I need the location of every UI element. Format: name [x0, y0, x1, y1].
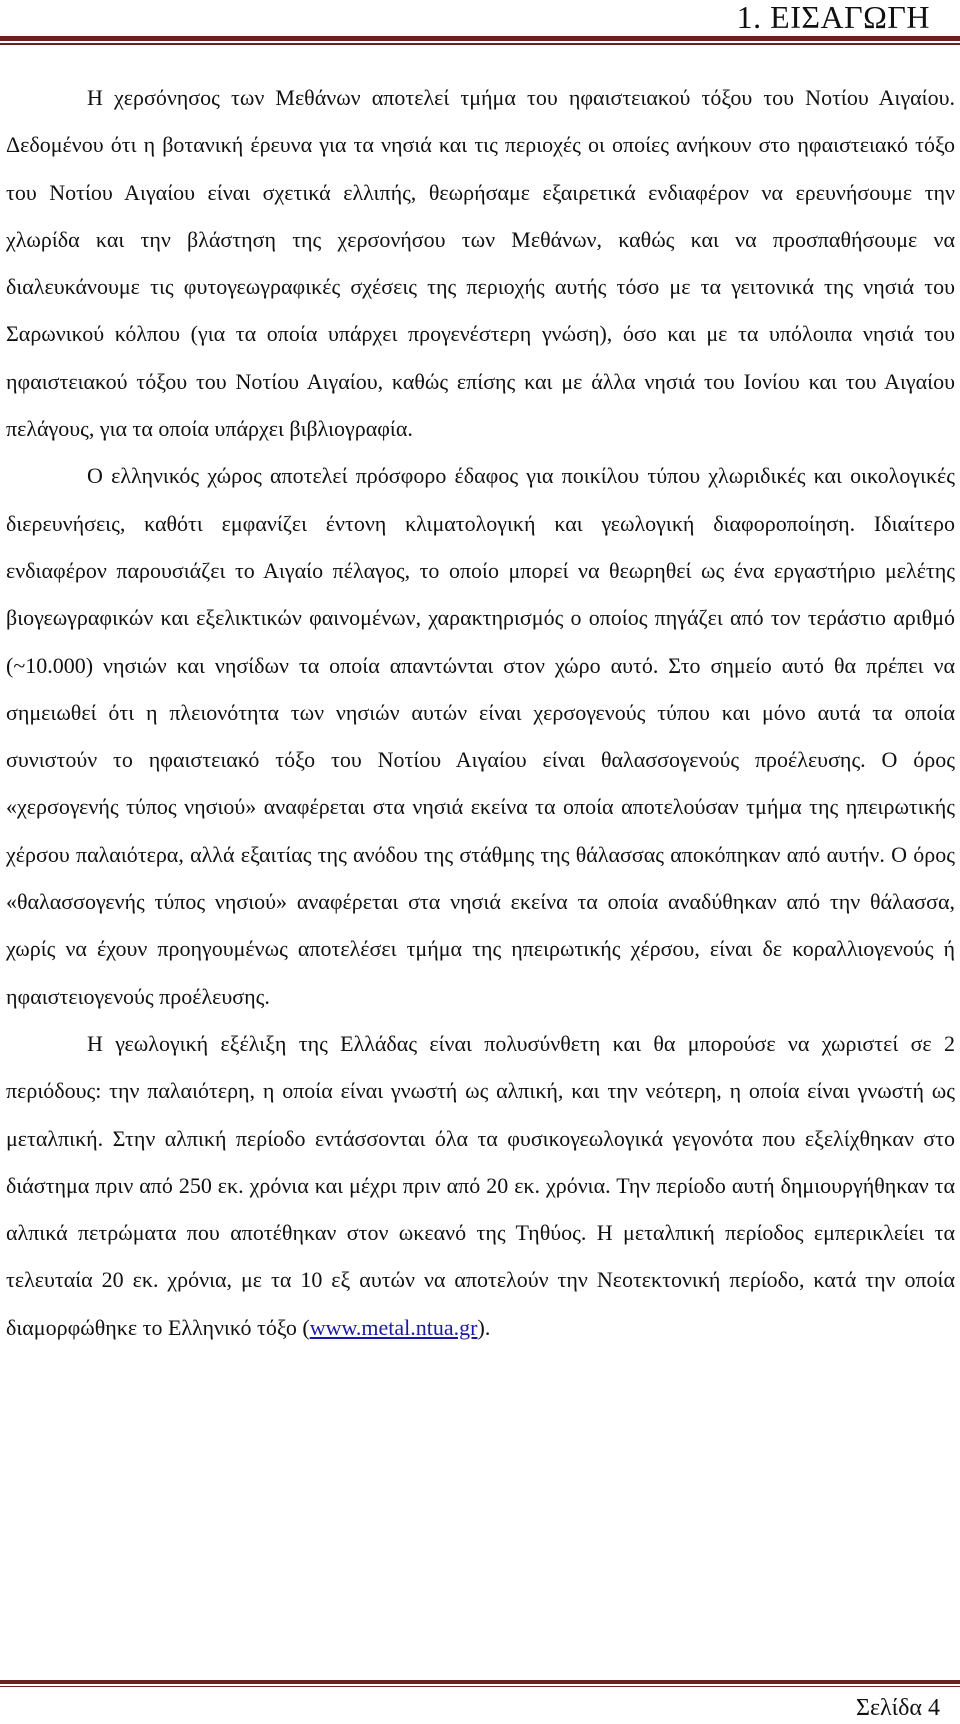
section-heading: 1. ΕΙΣΑΓΩΓΗ: [736, 0, 930, 35]
paragraph-2: Ο ελληνικός χώρος αποτελεί πρόσφορο έδαφος για ποικίλου τύπου χλωριδικές και οικολογικές διερευνήσεις, καθότι εμφανίζει έντονη κλιματολογική και γεωλογική διαφοροποίηση. Ιδιαίτερο ενδιαφέρον παρουσιάζει το Αιγαίο πέλαγος, το οποίο μπορεί να θεωρηθεί ως ένα εργαστήριο μελέτης βιογεωγραφικών και εξελικτικών φαινομένων, χαρακτηρισμός ο οποίος πηγάζει από τον τεράστιο αριθμό (~10.000) νησιών και νησίδων τα οποία απαντώνται στον χώρο αυτό. Στο σημείο αυτό θα πρέπει να σημειωθεί ότι η πλειονότητα των νησιών αυτών είναι χερσογενούς τύπου και μόνο αυτά τα οποία συνιστούν το ηφαιστειακό τόξο του Νοτίου Αιγαίου είναι θαλασσογενούς προέλευσης. Ο όρος «χερσογενής τύπος νησιού» αναφέρεται στα νησιά εκείνα τα οποία αποτελούσαν τμήμα της ηπειρωτικής χέρσου παλαιότερα, αλλά εξαιτίας της ανόδου της στάθμης της θάλασσας αποκόπηκαν από αυτήν. Ο όρος «θαλασσογενής τύπος νησιού» αναφέρεται στα νησιά εκείνα τα οποία αναδύθηκαν από την θάλασσα, χωρίς να έχουν προηγουμένως αποτελέσει τμήμα της ηπειρωτικής χέρσου, είναι δε κοραλλιογενούς ή ηφαιστειογενούς προέλευσης.: [6, 463, 955, 1009]
paragraph-1: Η χερσόνησος των Μεθάνων αποτελεί τμήμα του ηφαιστειακού τόξου του Νοτίου Αιγαίου. Δεδομένου ότι η βοτανική έρευνα για τα νησιά και τις περιοχές οι οποίες ανήκουν στο ηφαιστειακό τόξο του Νοτίου Αιγαίου είναι σχετικά ελλιπής, θεωρήσαμε εξαιρετικά ενδιαφέρον να ερευνήσουμε την χλωρίδα και την βλάστηση της χερσονήσου των Μεθάνων, καθώς και να προσπαθήσουμε να διαλευκάνουμε τις φυτογεωγραφικές σχέσεις της περιοχής αυτής τόσο με τα γειτονικά της νησιά του Σαρωνικού κόλπου (για τα οποία υπάρχει προγενέστερη γνώση), όσο και με τα υπόλοιπα νησιά του ηφαιστειακού τόξου του Νοτίου Αιγαίου, καθώς επίσης και με άλλα νησιά του Ιονίου και του Αιγαίου πελάγους, για τα οποία υπάρχει βιβλιογραφία.: [6, 85, 955, 442]
footer-rule-thick: [0, 1680, 960, 1684]
source-link[interactable]: www.metal.ntua.gr: [309, 1314, 478, 1340]
body-text: [6, 74, 955, 1351]
paragraph-3-text: Η γεωλογική εξέλιξη της Ελλάδας είναι πολυσύνθετη και θα μπορούσε να χωριστεί σε 2 περιόδους: την παλαιότερη, η οποία είναι γνωστή ως αλπική, και την νεότερη, η οποία είναι γνωστή ως μεταλπική. Στην αλπική περίοδο εντάσσονται όλα τα φυσικογεωλογικά γεγονότα που εξελίχθηκαν στο διάστημα πριν από 250 εκ. χρόνια και μέχρι πριν από 20 εκ. χρόνια. Την περίοδο αυτή δημιουργήθηκαν τα αλπικά πετρώματα που αποτέθηκαν στον ωκεανό της Τηθύος. Η μεταλπική περίοδος εμπερικλείει τα τελευταία 20 εκ. χρόνια, με τα 10 εξ αυτών να αποτελούν την Νεοτεκτονική περίοδο, κατά την οποία διαμορφώθηκε το Ελληνικό τόξο: [6, 1030, 955, 1340]
paren-open: (: [302, 1314, 310, 1340]
paren-close: ).: [477, 1314, 491, 1340]
page-number: Σελίδα 4: [855, 1695, 940, 1721]
footer-rule-thin: [0, 1686, 960, 1687]
paragraph-3: [6, 1020, 955, 1351]
header-rule-thin: [0, 43, 960, 45]
header-rule-thick: [0, 36, 960, 41]
